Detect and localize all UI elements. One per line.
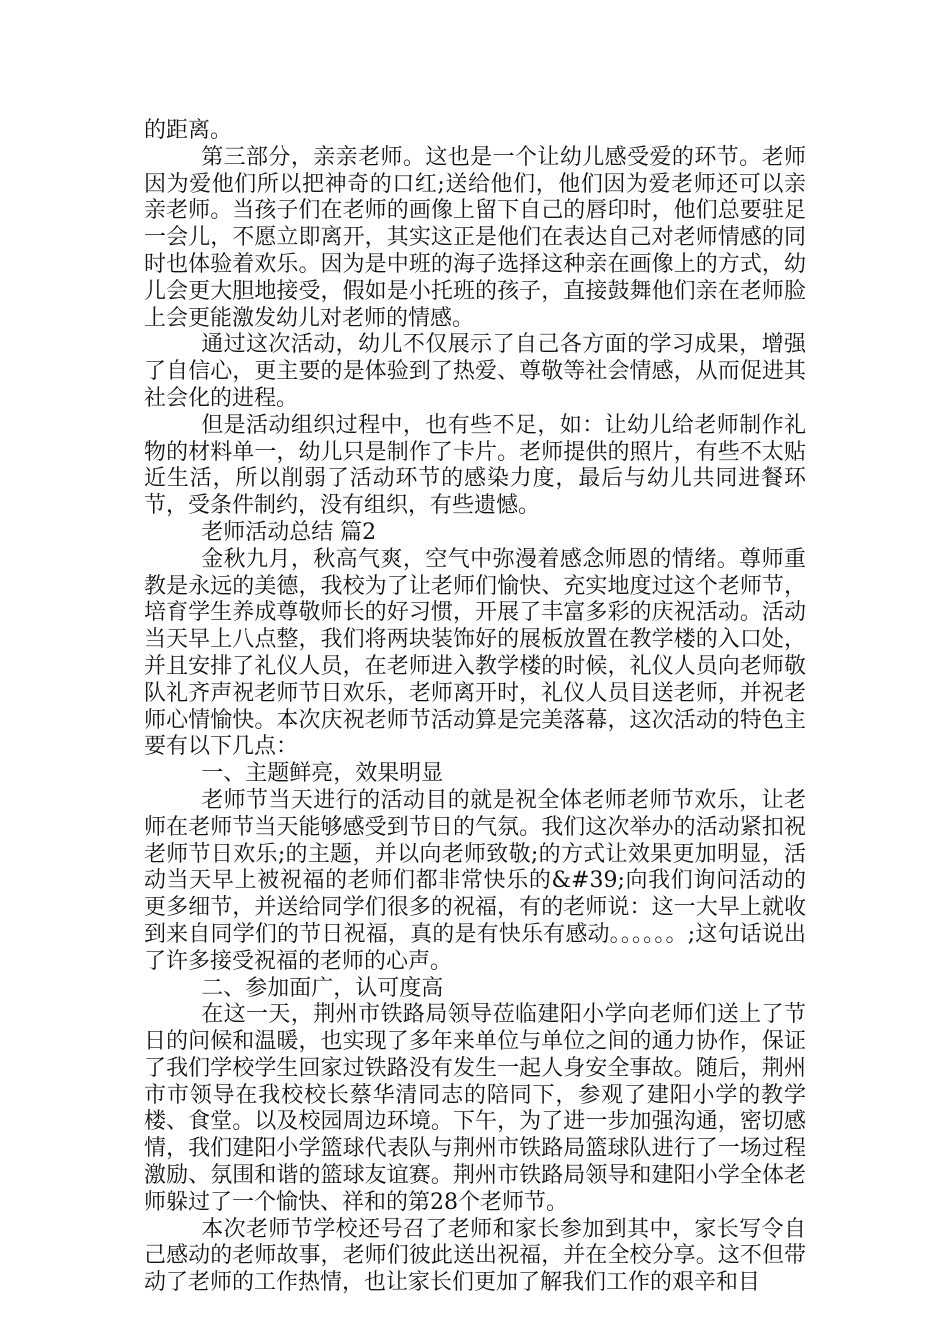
paragraph-shortcomings: 但是活动组织过程中，也有些不足，如：让幼儿给老师制作礼物的材料单一，幼儿只是制作了卡片。老师提供的照片，有些不太贴近生活，所以削弱了活动环节的感染力度，最后与幼儿共同进餐环节，受条件制约，没有组织，有些遗憾。 bbox=[144, 412, 806, 519]
section-heading-part-2: 老师活动总结 篇2 bbox=[201, 519, 377, 545]
paragraph-theme-detail: 老师节当天进行的活动目的就是祝全体老师老师节欢乐，让老师在老师节当天能够感受到节日的气氛。我们这次举办的活动紧扣祝老师节日欢乐;的主题，并以向老师致敬;的方式让效果更加明显，活动当天早上被祝福的老师们都非常快乐的&#39;向我们询问活动的更多细节，并送给同学们很多的祝福，有的老师说：这一大早上就收到来自同学们的节日祝福，真的是有快乐有感动。。。。。。;这句话说出了许多接受祝福的老师的心声。 bbox=[144, 787, 806, 974]
paragraph-parents-stories: 本次老师节学校还号召了老师和家长参加到其中，家长写令自己感动的老师故事，老师们彼此送出祝福，并在全校分享。这不但带动了老师的工作热情，也让家长们更加了解我们工作的艰辛和目 bbox=[144, 1216, 806, 1296]
paragraph-kiss-teacher: 第三部分，亲亲老师。这也是一个让幼儿感受爱的环节。老师因为爱他们所以把神奇的口红;送给他们，他们因为爱老师还可以亲亲老师。当孩子们在老师的画像上留下自己的唇印时，他们总要驻足一会儿，不愿立即离开，其实这正是他们在表达自己对老师情感的同时也体验着欢乐。因为是中班的海子选择这种亲在画像上的方式，幼儿会更大胆地接受，假如是小托班的孩子，直接鼓舞他们亲在老师脸上会更能激发幼儿对老师的情感。 bbox=[144, 144, 806, 331]
paragraph-railway-visit: 在这一天，荆州市铁路局领导莅临建阳小学向老师们送上了节日的问候和温暖，也实现了多年来单位与单位之间的通力协作，保证了我们学校学生回家过铁路没有发生一起人身安全事故。随后，荆州市市领导在我校校长蔡华清同志的陪同下，参观了建阳小学的教学楼、食堂。以及校园周边环境。下午，为了进一步加强沟通，密切感情，我们建阳小学篮球代表队与荆州市铁路局篮球队进行了一场过程激励、氛围和谐的篮球友谊赛。荆州市铁路局领导和建阳小学全体老师躲过了一个愉快、祥和的第28个老师节。 bbox=[144, 1002, 806, 1215]
document-body bbox=[144, 118, 806, 1297]
paragraph-golden-autumn: 金秋九月，秋高气爽，空气中弥漫着感念师恩的情绪。尊师重教是永远的美德，我校为了让老师们愉快、充实地度过这个老师节，培育学生养成尊敬师长的好习惯，开展了丰富多彩的庆祝活动。活动当天早上八点整，我们将两块装饰好的展板放置在教学楼的入口处，并且安排了礼仪人员，在老师进入教学楼的时候，礼仪人员向老师敬队礼齐声祝老师节日欢乐，老师离开时，礼仪人员目送老师，并祝老师心情愉快。本次庆祝老师节活动算是完美落幕，这次活动的特色主要有以下几点： bbox=[144, 546, 806, 760]
subheading-participation: 二、参加面广，认可度高 bbox=[201, 975, 444, 1001]
paragraph-continuation: 的距离。 bbox=[144, 118, 233, 143]
subheading-theme: 一、主题鲜亮，效果明显 bbox=[201, 761, 444, 787]
paragraph-activity-outcome: 通过这次活动，幼儿不仅展示了自己各方面的学习成果，增强了自信心，更主要的是体验到了热爱、尊敬等社会情感，从而促进其社会化的进程。 bbox=[144, 332, 806, 411]
